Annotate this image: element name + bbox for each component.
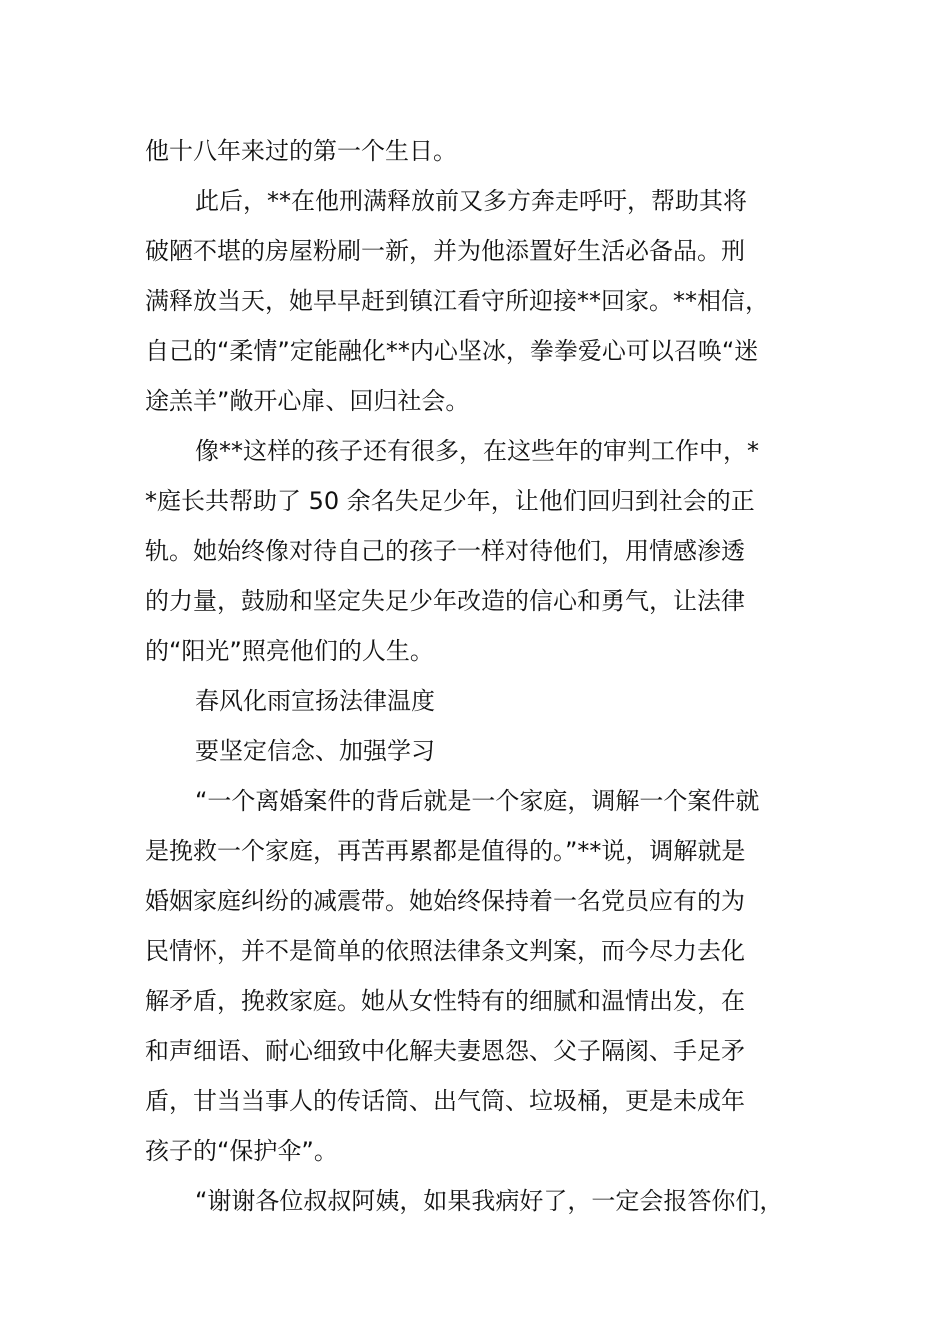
- text-line: 的力量，鼓励和坚定失足少年改造的信心和勇气，让法律: [145, 587, 745, 615]
- text-line: 是挽救一个家庭，再苦再累都是值得的。”**说，调解就是: [145, 837, 746, 865]
- body-text: [145, 126, 810, 1226]
- text-line: 满释放当天，她早早赶到镇江看守所迎接**回家。**相信，: [145, 287, 769, 315]
- text-line: 盾，甘当当事人的传话筒、出气筒、垃圾桶，更是未成年: [145, 1087, 745, 1115]
- text-line: 孩子的“保护伞”。: [145, 1137, 338, 1165]
- text-line: 途羔羊”敞开心扉、回归社会。: [145, 387, 470, 415]
- text-line: “一个离婚案件的背后就是一个家庭，调解一个案件就: [195, 787, 760, 815]
- text-line: 此后，**在他刑满释放前又多方奔走呼吁，帮助其将: [195, 187, 747, 215]
- text-line: 像**这样的孩子还有很多，在这些年的审判工作中，*: [195, 437, 759, 465]
- text-line: 解矛盾，挽救家庭。她从女性特有的细腻和温情出发，在: [145, 987, 745, 1015]
- text-line: 要坚定信念、加强学习: [195, 737, 435, 765]
- text-line: *庭长共帮助了 50 余名失足少年，让他们回归到社会的正: [145, 487, 755, 515]
- text-line: 民情怀，并不是简单的依照法律条文判案，而今尽力去化: [145, 937, 745, 965]
- text-line: 婚姻家庭纠纷的减震带。她始终保持着一名党员应有的为: [145, 887, 745, 915]
- text-line: 自己的“柔情”定能融化**内心坚冰，拳拳爱心可以召唤“迷: [145, 337, 759, 365]
- text-line: 他十八年来过的第一个生日。: [145, 137, 457, 165]
- text-line: 和声细语、耐心细致中化解夫妻恩怨、父子隔阂、手足矛: [145, 1037, 745, 1065]
- text-line: 破陋不堪的房屋粉刷一新，并为他添置好生活必备品。刑: [145, 237, 745, 265]
- text-line: “谢谢各位叔叔阿姨，如果我病好了，一定会报答你们，: [195, 1187, 784, 1215]
- text-line: 春风化雨宣扬法律温度: [195, 687, 435, 715]
- text-line: 轨。她始终像对待自己的孩子一样对待他们，用情感渗透: [145, 537, 745, 565]
- text-line: 的“阳光”照亮他们的人生。: [145, 637, 434, 665]
